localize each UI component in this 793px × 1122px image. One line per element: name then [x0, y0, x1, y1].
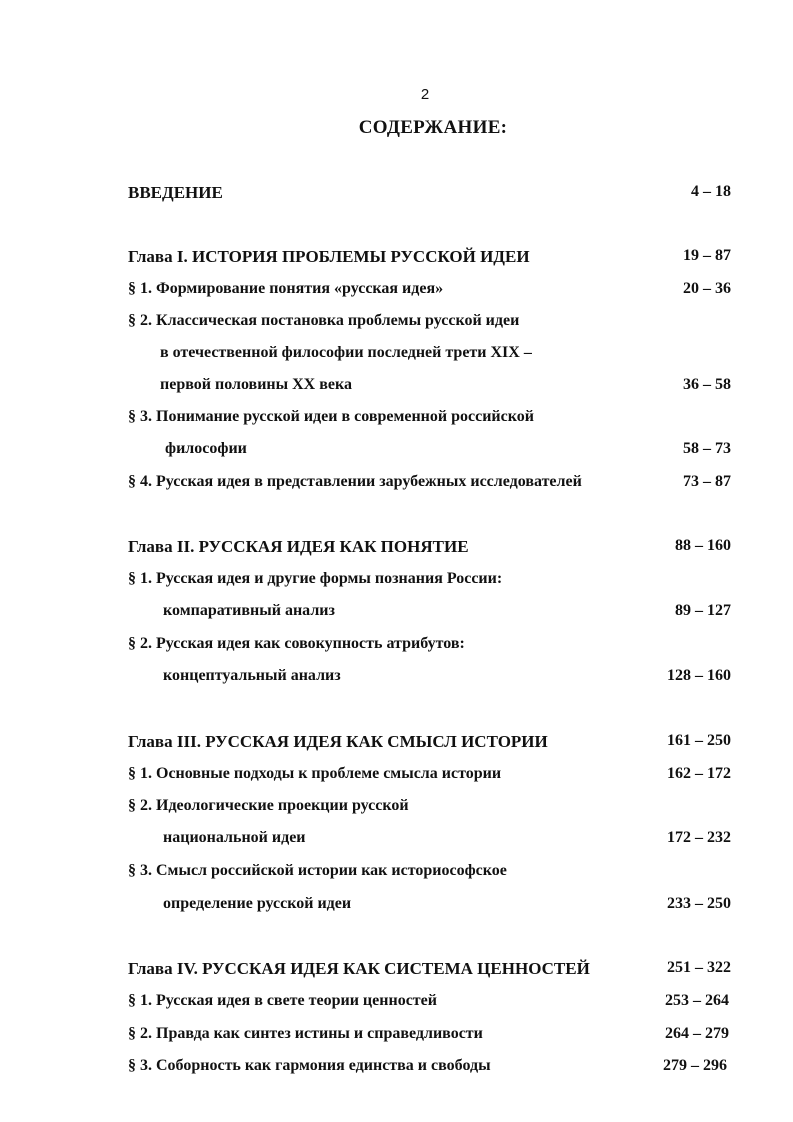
toc-chapter2-pages: 88 – 160 — [675, 537, 731, 554]
page-title: СОДЕРЖАНИЕ: — [358, 117, 508, 138]
toc-chapter3-pages: 161 – 250 — [667, 732, 731, 749]
page-number: 2 — [420, 86, 430, 103]
toc-ch2-s2-pages: 128 – 160 — [667, 667, 731, 684]
toc-ch1-s2-line3: первой половины XX века — [160, 376, 352, 393]
toc-chapter1-pages: 19 – 87 — [683, 247, 731, 264]
toc-ch2-s1-pages: 89 – 127 — [675, 602, 731, 619]
toc-chapter4-pages: 251 – 322 — [667, 959, 731, 976]
toc-ch4-s3: § 3. Соборность как гармония единства и свободы — [128, 1057, 491, 1074]
toc-ch3-s2-line2: национальной идеи — [163, 829, 306, 846]
toc-ch2-s1-line1: § 1. Русская идея и другие формы познания России: — [128, 570, 503, 587]
toc-ch4-s2: § 2. Правда как синтез истины и справедливости — [128, 1025, 483, 1042]
toc-chapter2-title: Глава II. РУССКАЯ ИДЕЯ КАК ПОНЯТИЕ — [128, 537, 469, 556]
toc-intro-label: ВВЕДЕНИЕ — [128, 183, 223, 202]
toc-ch1-s2-line1: § 2. Классическая постановка проблемы русской идеи — [128, 312, 520, 329]
toc-ch4-s1-pages: 253 – 264 — [665, 992, 729, 1009]
toc-ch3-s3-line1: § 3. Смысл российской истории как историософское — [128, 862, 507, 879]
toc-ch3-s2-line1: § 2. Идеологические проекции русской — [128, 797, 409, 814]
toc-ch1-s3-line2: философии — [165, 440, 247, 457]
toc-ch2-s2-line2: концептуальный анализ — [163, 667, 341, 684]
toc-ch1-s1-pages: 20 – 36 — [683, 280, 731, 297]
toc-ch1-s4-pages: 73 – 87 — [683, 473, 731, 490]
toc-ch1-s4: § 4. Русская идея в представлении зарубежных исследователей — [128, 473, 582, 490]
toc-intro-pages: 4 – 18 — [691, 183, 731, 200]
toc-ch2-s2-line1: § 2. Русская идея как совокупность атрибутов: — [128, 635, 465, 652]
toc-ch1-s2-line2: в отечественной философии последней трети XIX – — [160, 344, 532, 361]
toc-ch4-s3-pages: 279 – 296 — [663, 1057, 727, 1074]
toc-ch4-s2-pages: 264 – 279 — [665, 1025, 729, 1042]
toc-ch3-s2-pages: 172 – 232 — [667, 829, 731, 846]
toc-ch3-s1-pages: 162 – 172 — [667, 765, 731, 782]
toc-ch3-s3-pages: 233 – 250 — [667, 895, 731, 912]
toc-ch1-s1: § 1. Формирование понятия «русская идея» — [128, 280, 444, 297]
toc-ch2-s1-line2: компаративный анализ — [163, 602, 335, 619]
toc-ch1-s3-pages: 58 – 73 — [683, 440, 731, 457]
toc-ch4-s1: § 1. Русская идея в свете теории ценностей — [128, 992, 437, 1009]
toc-ch3-s1: § 1. Основные подходы к проблеме смысла истории — [128, 765, 502, 782]
toc-chapter4-title: Глава IV. РУССКАЯ ИДЕЯ КАК СИСТЕМА ЦЕННОСТЕЙ — [128, 959, 590, 978]
toc-ch1-s2-pages: 36 – 58 — [683, 376, 731, 393]
toc-ch1-s3-line1: § 3. Понимание русской идеи в современной российской — [128, 408, 534, 425]
toc-chapter3-title: Глава III. РУССКАЯ ИДЕЯ КАК СМЫСЛ ИСТОРИИ — [128, 732, 548, 751]
toc-ch3-s3-line2: определение русской идеи — [163, 895, 352, 912]
toc-chapter1-title: Глава I. ИСТОРИЯ ПРОБЛЕМЫ РУССКОЙ ИДЕИ — [128, 247, 530, 266]
